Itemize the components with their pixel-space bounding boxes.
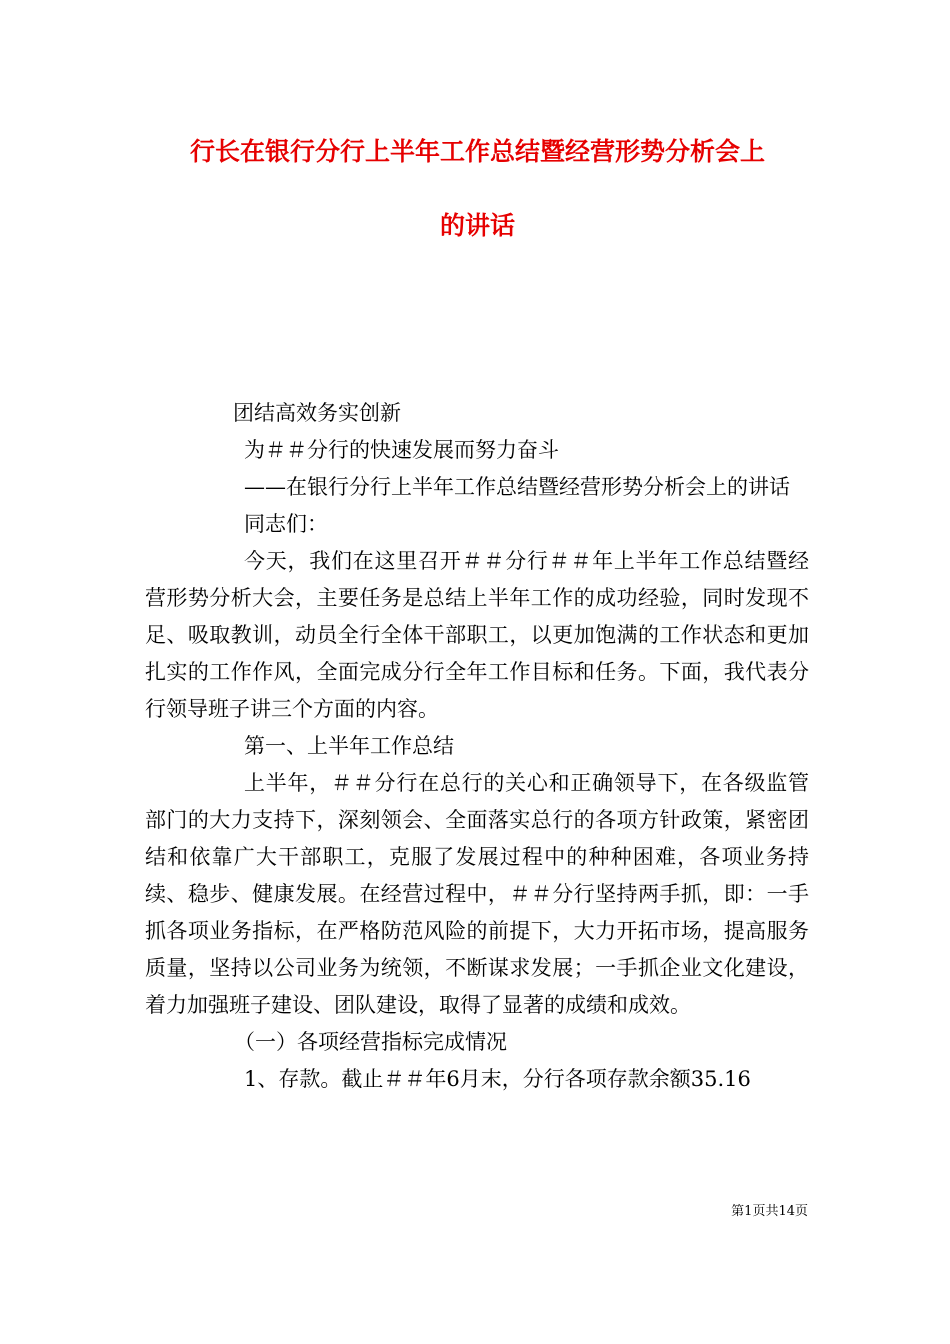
paragraph-2: 上半年，＃＃分行在总行的关心和正确领导下，在各级监管部门的大力支持下，深刻领会、全面落实总行的各项方针政策，紧密团结和依靠广大干部职工，克服了发展过程中的种种困难，各项业务持续、稳步、健康发展。在经营过程中，＃＃分行坚持两手抓，即：一手抓各项业务指标，在严格防范风险的前提下，大力开拓市场，提高服务质量，坚持以公司业务为统领，不断谋求发展；一手抓企业文化建设，着力加强班子建设、团队建设，取得了显著的成绩和成效。 <box>145 771 809 1017</box>
paragraph-1: 今天，我们在这里召开＃＃分行＃＃年上半年工作总结暨经营形势分析大会，主要任务是总结上半年工作的成功经验，同时发现不足、吸取教训，动员全行全体干部职工，以更加饱满的工作状态和更加扎实的工作作风，全面完成分行全年工作目标和任务。下面，我代表分行领导班子讲三个方面的内容。 <box>145 549 809 721</box>
paragraph-3: 1、存款。截止＃＃年6月末，分行各项存款余额35.16 <box>244 1067 751 1091</box>
greeting: 同志们： <box>244 512 328 536</box>
section-heading-1: 第一、上半年工作总结 <box>244 734 454 758</box>
subtitle-3: ——在银行分行上半年工作总结暨经营形势分析会上的讲话 <box>244 475 790 499</box>
subsection-heading-1: （一）各项经营指标完成情况 <box>234 1030 507 1054</box>
subtitle-2: 为＃＃分行的快速发展而努力奋斗 <box>244 438 559 462</box>
subtitle-1: 团结高效务实创新 <box>233 401 401 425</box>
title-line-2: 的讲话 <box>439 211 515 240</box>
document-body <box>145 395 809 1098</box>
title-line-1: 行长在银行分行上半年工作总结暨经营形势分析会上 <box>189 137 765 166</box>
page-number: 第1页共14页 <box>731 1204 808 1219</box>
